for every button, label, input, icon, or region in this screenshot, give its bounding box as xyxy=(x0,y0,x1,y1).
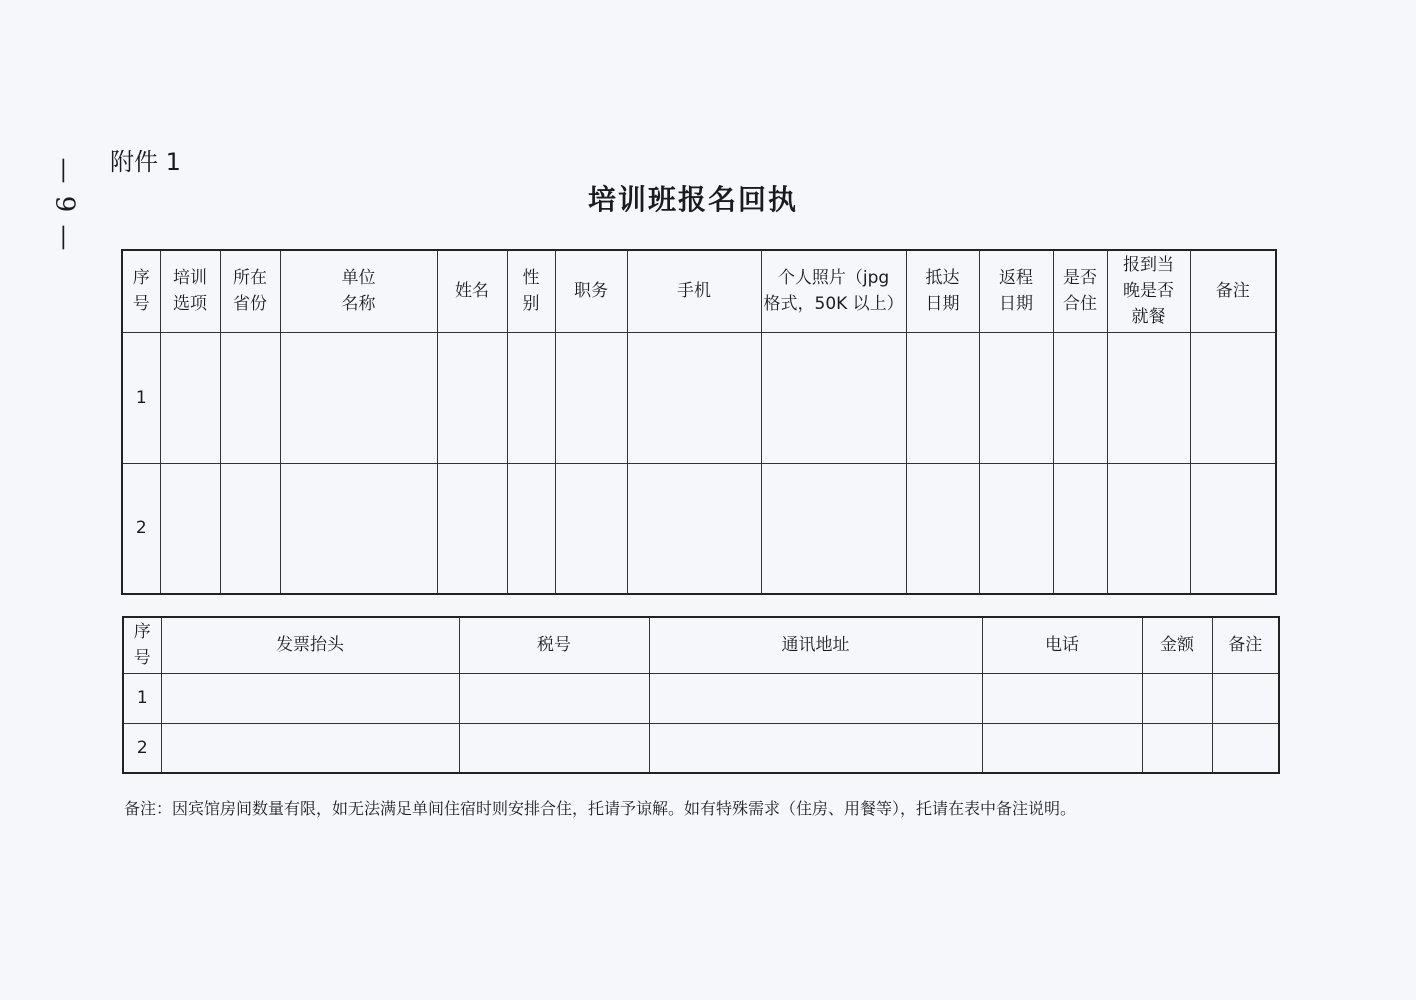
header-return-date: 返程 日期 xyxy=(979,250,1053,332)
cell-amount[interactable] xyxy=(1142,723,1212,773)
header-organization: 单位 名称 xyxy=(280,250,437,332)
footnote: 备注：因宾馆房间数量有限，如无法满足单间住宿时则安排合住，托请予谅解。如有特殊需求（住房、用餐等），托请在表中备注说明。 xyxy=(124,799,1077,818)
registration-header-row xyxy=(122,250,1276,332)
cell-name[interactable] xyxy=(437,463,507,594)
row-index: 2 xyxy=(123,723,161,773)
cell-organization[interactable] xyxy=(280,463,437,594)
cell-return-date[interactable] xyxy=(979,463,1053,594)
header-shared-room: 是否 合住 xyxy=(1053,250,1107,332)
cell-training-option[interactable] xyxy=(160,332,220,463)
table-row xyxy=(122,463,1276,594)
cell-arrival-date[interactable] xyxy=(906,332,979,463)
header-amount: 金额 xyxy=(1142,617,1212,673)
cell-amount[interactable] xyxy=(1142,673,1212,723)
cell-remarks[interactable] xyxy=(1190,332,1276,463)
header-index: 序 号 xyxy=(122,250,160,332)
row-index: 2 xyxy=(122,463,160,594)
cell-shared-room[interactable] xyxy=(1053,463,1107,594)
cell-phone[interactable] xyxy=(982,723,1142,773)
header-name: 姓名 xyxy=(437,250,507,332)
header-arrival-date: 抵达 日期 xyxy=(906,250,979,332)
header-remarks: 备注 xyxy=(1212,617,1279,673)
cell-invoice-title[interactable] xyxy=(161,673,459,723)
attachment-label: 附件 1 xyxy=(110,148,181,176)
cell-photo[interactable] xyxy=(761,463,906,594)
cell-remarks[interactable] xyxy=(1190,463,1276,594)
cell-address[interactable] xyxy=(649,723,982,773)
header-province: 所在 省份 xyxy=(220,250,280,332)
table-row xyxy=(122,332,1276,463)
header-phone: 电话 xyxy=(982,617,1142,673)
cell-training-option[interactable] xyxy=(160,463,220,594)
cell-photo[interactable] xyxy=(761,332,906,463)
header-gender: 性 别 xyxy=(507,250,555,332)
cell-remarks[interactable] xyxy=(1212,673,1279,723)
cell-invoice-title[interactable] xyxy=(161,723,459,773)
page-number: — 9 — xyxy=(50,157,81,253)
header-remarks: 备注 xyxy=(1190,250,1276,332)
header-training-option: 培训 选项 xyxy=(160,250,220,332)
cell-name[interactable] xyxy=(437,332,507,463)
header-position: 职务 xyxy=(555,250,627,332)
cell-dinner[interactable] xyxy=(1107,332,1190,463)
row-index: 1 xyxy=(122,332,160,463)
cell-tax-number[interactable] xyxy=(459,673,649,723)
header-invoice-title: 发票抬头 xyxy=(161,617,459,673)
cell-remarks[interactable] xyxy=(1212,723,1279,773)
cell-province[interactable] xyxy=(220,332,280,463)
header-mobile: 手机 xyxy=(627,250,761,332)
cell-arrival-date[interactable] xyxy=(906,463,979,594)
header-tax-number: 税号 xyxy=(459,617,649,673)
cell-province[interactable] xyxy=(220,463,280,594)
document-title: 培训班报名回执 xyxy=(587,183,798,216)
cell-position[interactable] xyxy=(555,463,627,594)
cell-phone[interactable] xyxy=(982,673,1142,723)
cell-gender[interactable] xyxy=(507,463,555,594)
header-photo: 个人照片（jpg 格式，50K 以上） xyxy=(761,250,906,332)
cell-tax-number[interactable] xyxy=(459,723,649,773)
cell-dinner[interactable] xyxy=(1107,463,1190,594)
cell-position[interactable] xyxy=(555,332,627,463)
cell-gender[interactable] xyxy=(507,332,555,463)
cell-address[interactable] xyxy=(649,673,982,723)
registration-table xyxy=(121,249,1277,595)
cell-shared-room[interactable] xyxy=(1053,332,1107,463)
cell-organization[interactable] xyxy=(280,332,437,463)
invoice-table xyxy=(122,616,1280,774)
header-index: 序 号 xyxy=(123,617,161,673)
header-address: 通讯地址 xyxy=(649,617,982,673)
cell-mobile[interactable] xyxy=(627,332,761,463)
table-row xyxy=(123,723,1279,773)
header-dinner: 报到当 晚是否 就餐 xyxy=(1107,250,1190,332)
table-row xyxy=(123,673,1279,723)
row-index: 1 xyxy=(123,673,161,723)
cell-mobile[interactable] xyxy=(627,463,761,594)
cell-return-date[interactable] xyxy=(979,332,1053,463)
invoice-header-row xyxy=(123,617,1279,673)
